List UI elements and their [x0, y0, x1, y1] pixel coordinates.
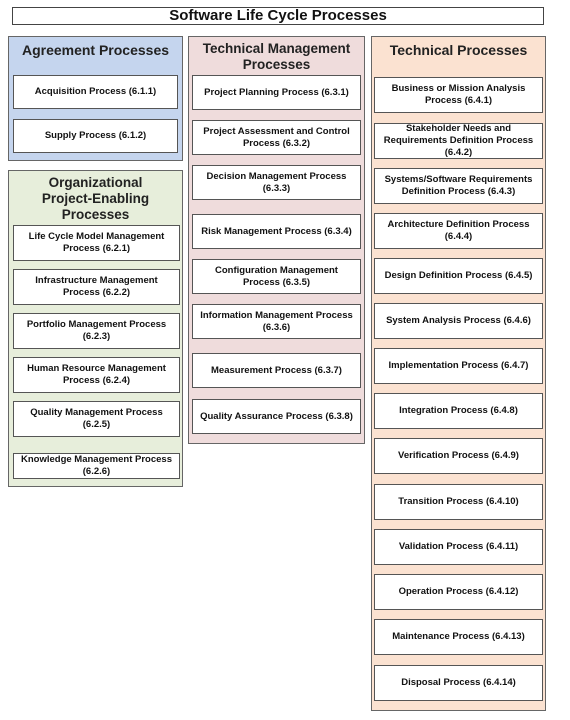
- agreement-processes-group: [8, 36, 183, 161]
- tm-process-box: Information Management Process (6.3.6): [192, 304, 361, 339]
- tm-process-box: Project Planning Process (6.3.1): [192, 75, 361, 110]
- agreement-heading: Agreement Processes: [21, 42, 170, 58]
- technical-management-group: [188, 36, 365, 444]
- technical-processes-group: [371, 36, 546, 711]
- technical-management-heading-line2: Processes: [242, 57, 311, 72]
- tp-process-box: Implementation Process (6.4.7): [374, 348, 543, 384]
- org-process-box: Knowledge Management Process (6.2.6): [13, 453, 180, 479]
- tp-process-box: Systems/Software Requirements Definition Process (6.4.3): [374, 168, 543, 204]
- technical-heading: Technical Processes: [389, 42, 528, 58]
- org-process-box: Quality Management Process (6.2.5): [13, 401, 180, 437]
- organizational-heading-line3: Processes: [61, 207, 130, 222]
- org-process-box: Life Cycle Model Management Process (6.2.1): [13, 225, 180, 261]
- org-process-box: Infrastructure Management Process (6.2.2): [13, 269, 180, 305]
- tp-process-box: Integration Process (6.4.8): [374, 393, 543, 429]
- organizational-heading: [9, 175, 182, 223]
- tp-process-box: Business or Mission Analysis Process (6.4.1): [374, 77, 543, 113]
- tp-process-box: Design Definition Process (6.4.5): [374, 258, 543, 294]
- tm-process-box: Project Assessment and Control Process (6.3.2): [192, 120, 361, 155]
- tp-process-box: Operation Process (6.4.12): [374, 574, 543, 610]
- tm-process-box: Measurement Process (6.3.7): [192, 353, 361, 388]
- tp-process-box: Validation Process (6.4.11): [374, 529, 543, 565]
- tp-process-box: Disposal Process (6.4.14): [374, 665, 543, 701]
- tm-process-box: Configuration Management Process (6.3.5): [192, 259, 361, 294]
- supply-process-box: Supply Process (6.1.2): [13, 119, 178, 153]
- tp-process-box: Maintenance Process (6.4.13): [374, 619, 543, 655]
- technical-management-heading-line1: Technical Management: [202, 41, 351, 56]
- tp-process-box: Architecture Definition Process (6.4.4): [374, 213, 543, 249]
- org-process-box: Portfolio Management Process (6.2.3): [13, 313, 180, 349]
- org-process-box: Human Resource Management Process (6.2.4): [13, 357, 180, 393]
- tp-process-box: Verification Process (6.4.9): [374, 438, 543, 474]
- tm-process-box: Quality Assurance Process (6.3.8): [192, 399, 361, 434]
- tp-process-box: Stakeholder Needs and Requirements Definition Process (6.4.2): [374, 123, 543, 159]
- organizational-processes-group: [8, 170, 183, 487]
- technical-management-heading: [189, 41, 364, 73]
- tm-process-box: Risk Management Process (6.3.4): [192, 214, 361, 249]
- tm-process-box: Decision Management Process (6.3.3): [192, 165, 361, 200]
- organizational-heading-line1: Organizational: [48, 175, 143, 190]
- acquisition-process-box: Acquisition Process (6.1.1): [13, 75, 178, 109]
- tp-process-box: System Analysis Process (6.4.6): [374, 303, 543, 339]
- tp-process-box: Transition Process (6.4.10): [374, 484, 543, 520]
- diagram-title: Software Life Cycle Processes: [12, 7, 544, 25]
- organizational-heading-line2: Project-Enabling: [41, 191, 150, 206]
